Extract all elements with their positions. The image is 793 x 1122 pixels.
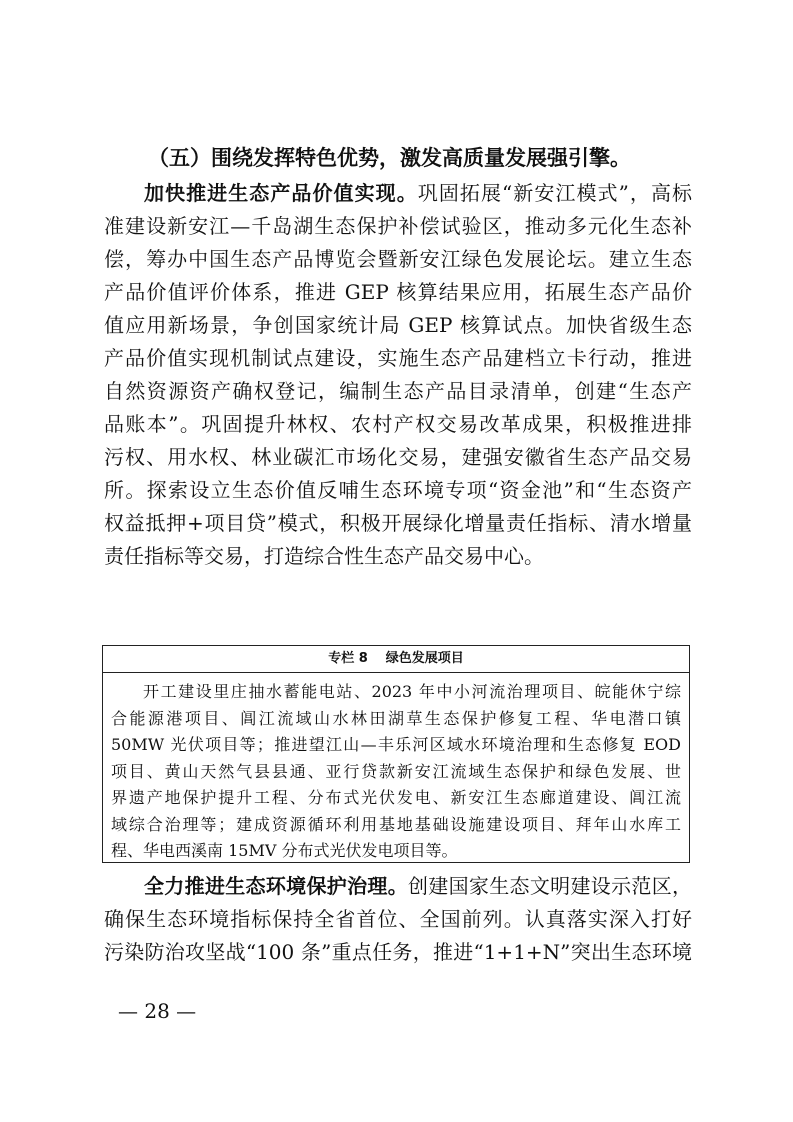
section-heading: （五）围绕发挥特色优势，激发高质量发展强引擎。	[148, 146, 631, 170]
paragraph-lead: 加快推进生态产品价值实现。	[144, 181, 418, 205]
paragraph-line: 偿，筹办中国生态产品博览会暨新安江绿色发展论坛。建立生态	[104, 247, 692, 271]
paragraph-lead: 全力推进生态环境保护治理。	[144, 874, 408, 898]
paragraph-line: 责任指标等交易，打造综合性生态产品交易中心。	[104, 544, 544, 568]
paragraph-line: 准建设新安江—千岛湖生态保护补偿试验区，推动多元化生态补	[104, 214, 692, 238]
paragraph-line: 产品价值评价体系，推进 GEP 核算结果应用，拓展生态产品价	[104, 280, 692, 304]
green-development-projects-box	[102, 645, 690, 863]
box-label: 专栏 8	[328, 651, 368, 666]
paragraph-line: 确保生态环境指标保持全省首位、全国前列。认真落实深入打好	[104, 907, 692, 931]
paragraph-line: 品账本”。巩固提升林权、农村产权交易改革成果，积极推进排	[104, 412, 692, 436]
paragraph-line: 所。探索设立生态价值反哺生态环境专项“资金池”和“生态资产	[104, 478, 692, 502]
box-line: 开工建设里庄抽水蓄能电站、2023 年中小河流治理项目、皖能休宁综	[143, 682, 681, 701]
paragraph-environment-protection	[104, 870, 692, 969]
paragraph-value-realization	[104, 177, 692, 573]
box-line: 界遗产地保护提升工程、分布式光伏发电、新安江生态廊道建设、阊江流	[111, 788, 681, 807]
paragraph-line: 加快推进生态产品价值实现。巩固拓展“新安江模式”，高标	[144, 181, 693, 205]
box-title-text: 绿色发展项目	[385, 651, 464, 666]
box-line: 项目、黄山天然气县县通、亚行贷款新安江流域生态保护和绿色发展、世	[111, 761, 681, 781]
page-number: — 28 —	[118, 999, 197, 1023]
box-line: 合能源港项目、阊江流域山水林田湖草生态保护修复工程、华电潜口镇	[111, 708, 681, 728]
box-line: 程、华电西溪南 15MV 分布式光伏发电项目等。	[111, 841, 458, 860]
box-body	[103, 673, 689, 865]
paragraph-line: 污染防治攻坚战“100 条”重点任务，推进“1+1+N”突出生态环境	[104, 940, 692, 964]
box-line: 50MW 光伏项目等；推进望江山—丰乐河区域水环境治理和生态修复 EOD	[111, 735, 681, 754]
paragraph-line: 污权、用水权、林业碳汇市场化交易，建强安徽省生态产品交易	[104, 445, 692, 469]
paragraph-line: 产品价值实现机制试点建设，实施生态产品建档立卡行动，推进	[104, 346, 692, 370]
paragraph-line: 自然资源资产确权登记，编制生态产品目录清单，创建“生态产	[104, 379, 692, 403]
paragraph-line: 权益抵押+项目贷”模式，积极开展绿化增量责任指标、清水增量	[104, 511, 692, 535]
paragraph-line: 全力推进生态环境保护治理。创建国家生态文明建设示范区，	[144, 874, 692, 898]
box-line: 域综合治理等；建成资源循环利用基地基础设施建设项目、拜年山水库工	[111, 814, 681, 834]
box-title	[103, 646, 689, 673]
paragraph-line: 值应用新场景，争创国家统计局 GEP 核算试点。加快省级生态	[104, 313, 692, 337]
